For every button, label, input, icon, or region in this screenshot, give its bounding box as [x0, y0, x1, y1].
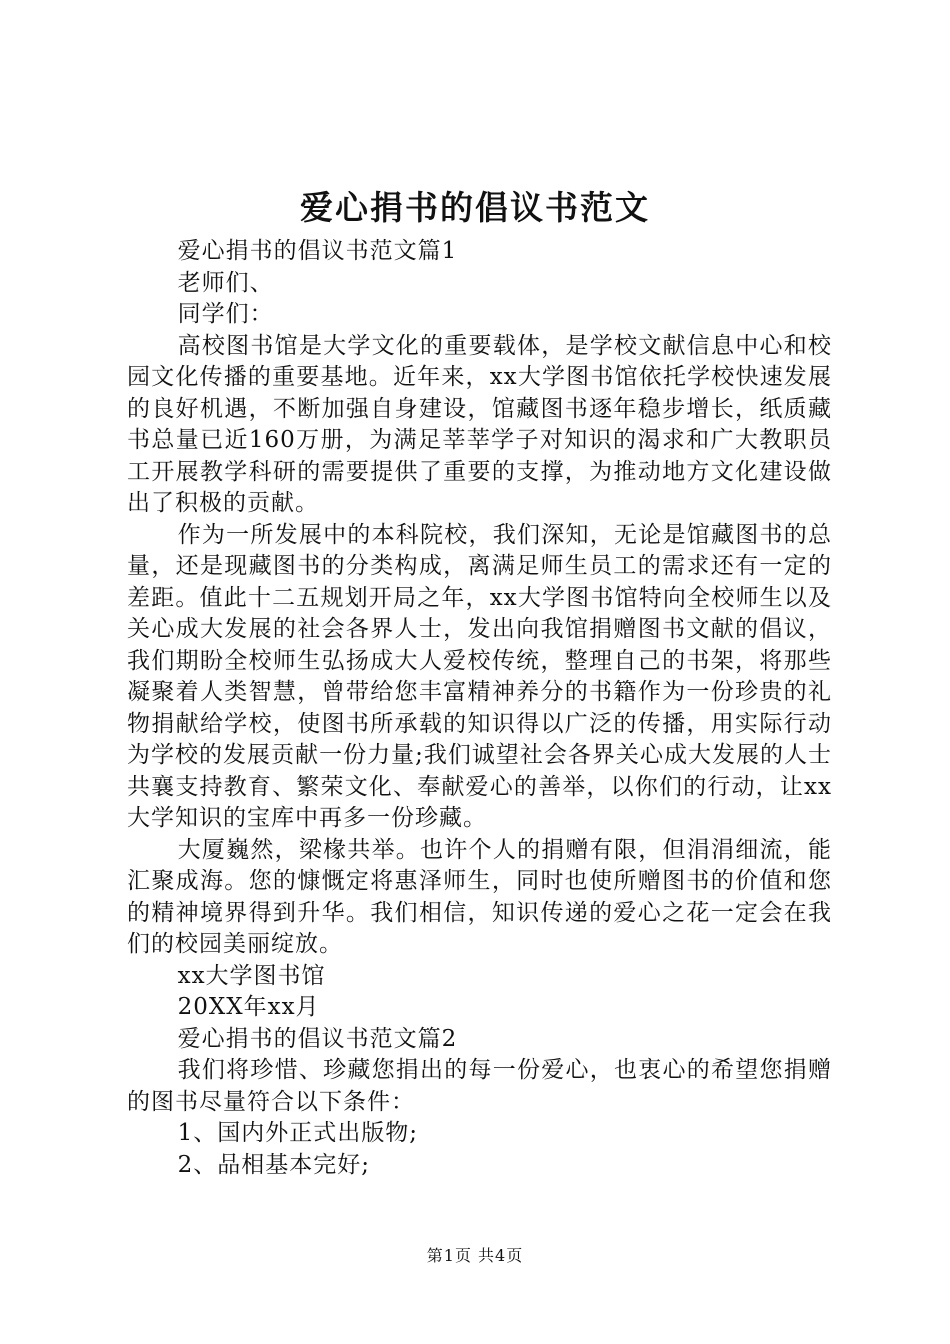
- signature-library: xx大学图书馆: [177, 962, 326, 989]
- signature-date: 20XX年xx月: [177, 994, 320, 1020]
- salutation-teachers: 老师们、: [177, 269, 274, 296]
- salutation-students: 同学们：: [177, 301, 274, 327]
- paragraph-conditions-intro: 我们将珍惜、珍藏您捐出的每一份爱心，也衷心的希望您捐赠的图书尽量符合以下条件：: [127, 1057, 832, 1115]
- paragraph-library-intro: 高校图书馆是大学文化的重要载体，是学校文献信息中心和校园文化传播的重要基地。近年来，xx大学图书馆依托学校快速发展的良好机遇，不断加强自身建设，馆藏图书逐年稳步增长，纸质藏书总量已近160万册，为满足莘莘学子对知识的渴求和广大教职员工开展教学科研的需要提供了重要的支撑，为推动地方文化建设做出了积极的贡献。: [127, 332, 832, 516]
- document-body: [127, 236, 832, 1181]
- paragraph-donation-appeal: 作为一所发展中的本科院校，我们深知，无论是馆藏图书的总量，还是现藏图书的分类构成，离满足师生员工的需求还有一定的差距。值此十二五规划开局之年，xx大学图书馆特向全校师生以及关心成大发展的社会各界人士，发出向我馆捐赠图书文献的倡议，我们期盼全校师生弘扬成大人爱校传统，整理自己的书架，将那些凝聚着人类智慧，曾带给您丰富精神养分的书籍作为一份珍贵的礼物捐献给学校，使图书所承载的知识得以广泛的传播，用实际行动为学校的发展贡献一份力量;我们诚望社会各界关心成大发展的人士共襄支持教育、繁荣文化、奉献爱心的善举，以你们的行动，让xx大学知识的宝库中再多一份珍藏。: [127, 521, 832, 831]
- condition-item-1: 1、国内外正式出版物;: [177, 1120, 418, 1146]
- section-heading-1: 爱心捐书的倡议书范文篇1: [177, 238, 458, 264]
- page-footer: 第1页 共4页: [426, 1246, 524, 1265]
- paragraph-closing: 大厦巍然，梁椽共举。也许个人的捐赠有限，但涓涓细流，能汇聚成海。您的慷慨定将惠泽师生，同时也使所赠图书的价值和您的精神境界得到升华。我们相信，知识传递的爱心之花一定会在我们的校园美丽绽放。: [127, 836, 832, 957]
- section-heading-2: 爱心捐书的倡议书范文篇2: [177, 1025, 458, 1052]
- document-title: 爱心捐书的倡议书范文: [300, 188, 650, 227]
- condition-item-2: 2、品相基本完好;: [177, 1151, 370, 1178]
